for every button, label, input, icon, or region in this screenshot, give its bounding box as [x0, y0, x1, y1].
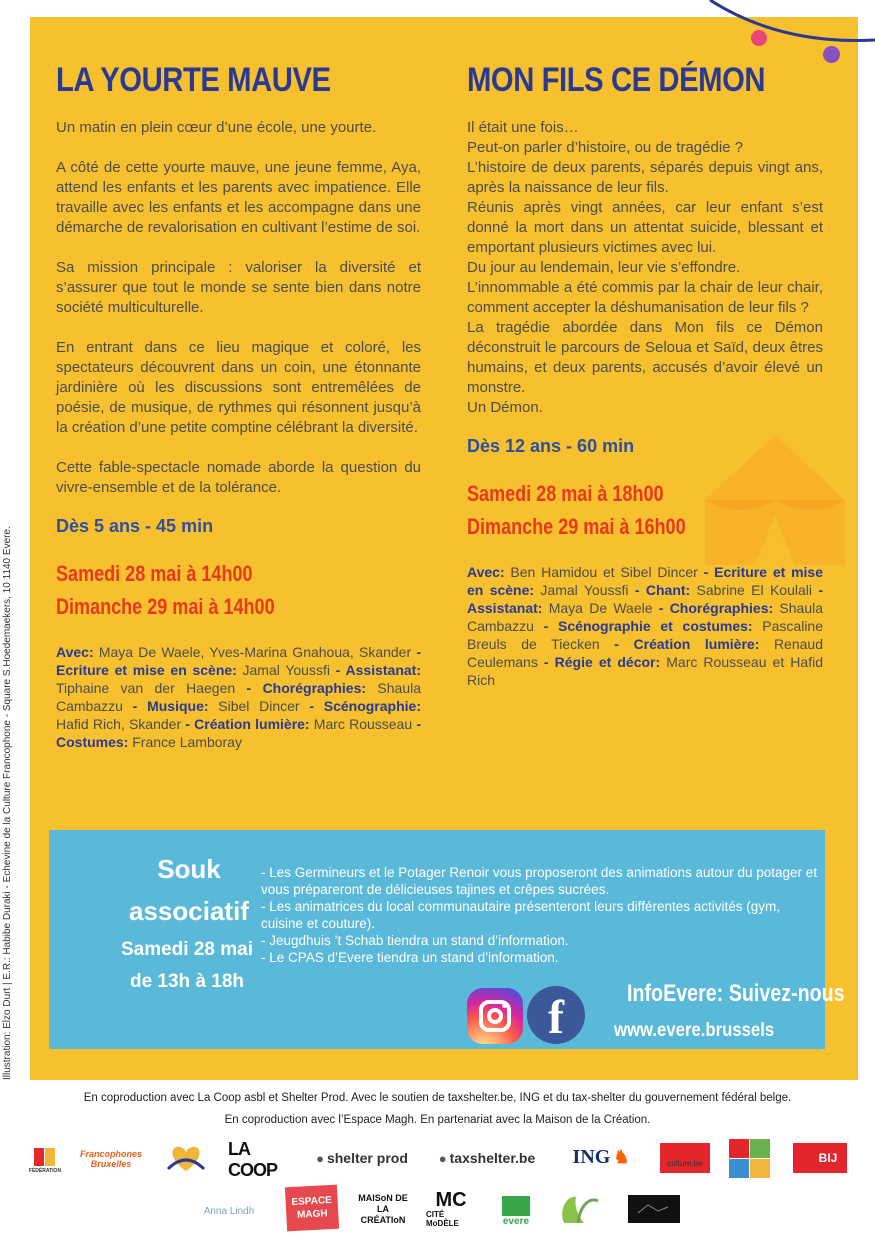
- description-line: Un Démon.: [467, 399, 543, 416]
- age-duration: Dès 5 ans - 45 min: [56, 516, 214, 536]
- date-sunday: Dimanche 29 mai à 14h00: [56, 594, 275, 619]
- description-paragraph: Sa mission principale : valoriser la diversité et s’assurer que tout le monde se sente bien dans notre société multiculturelle.: [56, 259, 421, 316]
- shelter-prod-logo: ● shelter prod: [316, 1150, 408, 1166]
- instagram-icon[interactable]: [467, 988, 523, 1044]
- decorative-arc: [700, 0, 875, 60]
- follow-us-text: InfoEvere: Suivez-nous: [627, 980, 845, 1007]
- show-title: LA YOURTE MAUVE: [56, 61, 331, 99]
- credits: Avec: Maya De Waele, Yves-Marina Gnahoua, Skander - Ecriture et mise en scène: Jamal Youssfi - Assistanat: Tiphaine van der Haegen - Chorégraphies: Shaula Cambazzu - Musique: Sibel Dincer - Scénographie: Hafid Rich, Skander - Création lumière: Marc Rousseau - Costumes: France Lamboray: [56, 644, 421, 750]
- dark-logo: [628, 1195, 680, 1223]
- federation-logo: FÉDÉRATION: [28, 1142, 62, 1178]
- credits: Avec: Ben Hamidou et Sibel Dincer - Ecriture et mise en scène: Jamal Youssfi - Chant: Sabrine El Koulali - Assistanat: Maya De Waele - Chorégraphies: Shaula Cambazzu - Scénographie et costumes: Pascaline Breuls de Tiecken - Création lumière: Renaud Ceulemans - Régie et décor: Marc Rousseau et Hafid Rich: [467, 564, 824, 688]
- list-item: - Les animatrices du local communautaire présenteront leurs différentes activités (gym, cuisine et couture).: [261, 899, 780, 931]
- show-mon-fils-ce-demon: [467, 60, 823, 689]
- decorative-dot-pink: [751, 30, 767, 46]
- date-saturday: Samedi 28 mai à 18h00: [467, 481, 664, 506]
- decorative-dot-purple: [823, 46, 840, 63]
- description-line: Il était une fois…: [467, 119, 579, 136]
- show-title: MON FILS CE DÉMON: [467, 61, 766, 99]
- evere-logo: evere: [496, 1188, 536, 1230]
- ing-logo: ING ♞: [572, 1145, 630, 1168]
- list-item: - Les Germineurs et le Potager Renoir vous proposeront des animations autour du potager et vous prépareront de délicieuses tajines et crêpes sucrées.: [261, 865, 818, 897]
- coproduction-text: En coproduction avec La Coop asbl et Shelter Prod. Avec le soutien de taxshelter.be, ING et du tax-shelter du gouvernement fédéral belge.: [83, 1092, 792, 1104]
- green-city-logo: [553, 1188, 609, 1228]
- list-item: - Le CPAS d’Evere tiendra un stand d’information.: [261, 950, 559, 965]
- souk-title: Souk associatif: [129, 854, 249, 926]
- side-credit: Illustration: Elzo Durt | E.R.: Habibe Duraki - Echevine de la Culture Francophone - Square S.Hoedemaekers, 10 1140 Evere.: [2, 526, 13, 1080]
- partnership-text: En coproduction avec l’Espace Magh. En partenariat avec la Maison de la Création.: [224, 1114, 651, 1126]
- description-paragraph: Cette fable-spectacle nomade aborde la question du vivre-ensemble et de la tolérance.: [56, 459, 421, 496]
- age-duration: Dès 12 ans - 60 min: [467, 436, 635, 456]
- description-line: L’innommable a été commis par la chair de leur chair, comment accepter la déshumanisation de leur fils ?: [467, 279, 823, 316]
- souk-associatif-box: [49, 830, 845, 1049]
- description-line: Réunis après vingt années, car leur enfant s’est donné la mort dans un attentat suicide, blessant et emportant plusieurs victimes avec lui.: [467, 199, 823, 256]
- bij-logo: BIJ: [793, 1143, 847, 1173]
- description-line: Peut-on parler d’histoire, ou de tragédie ?: [467, 139, 744, 156]
- facebook-icon[interactable]: f: [527, 986, 585, 1044]
- anna-lindh-logo: Anna Lindh: [203, 1205, 255, 1217]
- cite-modele-logo: MC CITÉ MoDÈLE: [426, 1189, 467, 1228]
- francophones-bruxelles-logo: Francophones Bruxelles: [79, 1149, 142, 1169]
- la-coop-logo: LA COOP: [228, 1139, 278, 1180]
- website-link[interactable]: www.evere.brussels: [614, 1020, 775, 1041]
- heart-emblem-logo: [160, 1140, 212, 1176]
- list-item: - Jeugdhuis ’t Schab tiendra un stand d’information.: [261, 933, 569, 948]
- show-la-yourte-mauve: [56, 60, 421, 751]
- description-paragraph: En entrant dans ce lieu magique et coloré, les spectateurs découvrent dans un coin, une étonnante jardinière où les discussions sont entremêlées de poésie, de musique, de rythmes qui résonnent jusqu’à la création d’une petite comptine célébrant la diversité.: [56, 339, 421, 436]
- espace-magh-logo: ESPACE MAGH: [285, 1185, 339, 1232]
- description-paragraph: A côté de cette yourte mauve, une jeune femme, Aya, attend les enfants et les parents avec impatience. Elle travaille avec les enfants et les accompagne dans une démarche de revalorisation en cultivant l’estime de soi.: [56, 159, 421, 236]
- maison-de-la-creation-logo: MAISoN DE LA CRÉATIoN: [358, 1192, 408, 1225]
- description-paragraph: Un matin en plein cœur d’une école, une yourte.: [56, 119, 377, 136]
- description-line: L’histoire de deux parents, séparés depuis vingt ans, après la naissance de leur fils.: [467, 159, 823, 196]
- souk-date: Samedi 28 mai de 13h à 18h: [120, 939, 254, 992]
- date-sunday: Dimanche 29 mai à 16h00: [467, 514, 686, 539]
- abc-logo: [728, 1138, 772, 1180]
- date-saturday: Samedi 28 mai à 14h00: [56, 561, 253, 586]
- description-line: La tragédie abordée dans Mon fils ce Démon déconstruit le parcours de Seloua et Saïd, deux êtres humains, et deux parents, accusés d’avoir élevé un monstre.: [467, 319, 823, 396]
- description-line: Du jour au lendemain, leur vie s’effondre.: [467, 259, 741, 276]
- taxshelter-logo: ● taxshelter.be: [438, 1150, 536, 1166]
- souk-activities: [261, 864, 821, 966]
- show-dates: [56, 557, 421, 623]
- culture-be-logo: culture.be: [660, 1143, 710, 1173]
- show-dates: [467, 477, 823, 543]
